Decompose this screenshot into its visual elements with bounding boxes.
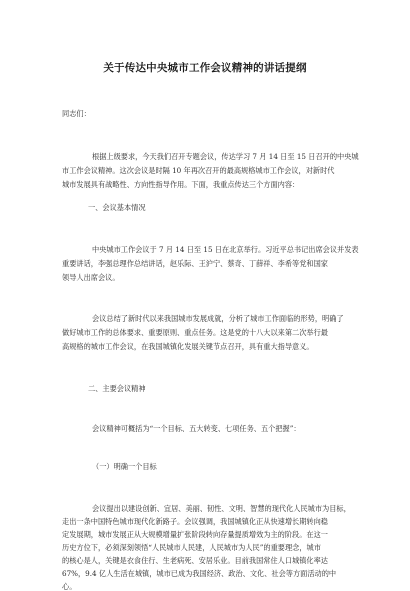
- section-heading-1: 一、会议基本情况: [88, 203, 146, 212]
- document-title: 关于传达中央城市工作会议精神的讲话提纲: [103, 62, 307, 74]
- paragraph-line: 领导人出席会议。: [62, 273, 120, 282]
- paragraph-line: 心。: [62, 582, 77, 591]
- paragraph-line: 历史方位下，必须深刻领悟“人民城市人民建，人民城市为人民”的重要理念，城市: [62, 543, 321, 552]
- paragraph-line: 重要讲话，李强总理作总结讲话，赵乐际、王沪宁、蔡奇、丁薛祥、李希等党和国家: [62, 259, 328, 268]
- paragraph-line: 走出一条中国特色城市现代化新路子。会议强调，我国城镇化正从快速增长期转向稳: [62, 517, 328, 526]
- paragraph-line: 做好城市工作的总体要求、重要原则、重点任务。这是党的十八大以来第二次举行最: [62, 328, 328, 337]
- paragraph-line: 根据上级要求，今天我们召开专题会议，传达学习 7 月 14 日至 15 日召开的中央城: [92, 152, 359, 161]
- paragraph-line: 会议总结了新时代以来我国城市发展成就，分析了城市工作面临的形势，明确了: [92, 314, 344, 323]
- paragraph-line: 中央城市工作会议于 7 月 14 日至 15 日在北京举行。习近平总书记出席会议并发表: [92, 245, 359, 254]
- section2-intro: 会议精神可概括为“一个目标、五大转变、七项任务、五个把握”：: [92, 424, 301, 433]
- paragraph-line: 定发展期，城市发展正从大规模增量扩张阶段转向存量提质增效为主的阶段。在这一: [62, 530, 328, 539]
- paragraph-line: 市工作会议精神。这次会议是时隔 10 年再次召开的最高规格城市工作会议，对新时代: [62, 166, 335, 175]
- paragraph-line: 67%，9.4 亿人生活在城镇，城市已成为我国经济、政治、文化、社会等方面活动的中: [62, 569, 337, 578]
- paragraph-line: 会议提出以建设创新、宜居、美丽、韧性、文明、智慧的现代化人民城市为目标，: [92, 504, 351, 513]
- paragraph-line: 高规格的城市工作会议，在我国城镇化发展关键节点召开，具有重大指导意义。: [62, 342, 314, 351]
- paragraph-line: 的核心是人，关键是衣食住行、生老病死、安居乐业。目前我国常住人口城镇化率达: [62, 556, 328, 565]
- section-heading-2: 二、主要会议精神: [88, 384, 146, 393]
- subsection-heading-1: （一）明确一个目标: [92, 462, 157, 471]
- paragraph-line: 城市发展具有战略性、方向性指导作用。下面，我重点传达三个方面内容：: [62, 180, 300, 189]
- salutation: 同志们：: [62, 109, 91, 118]
